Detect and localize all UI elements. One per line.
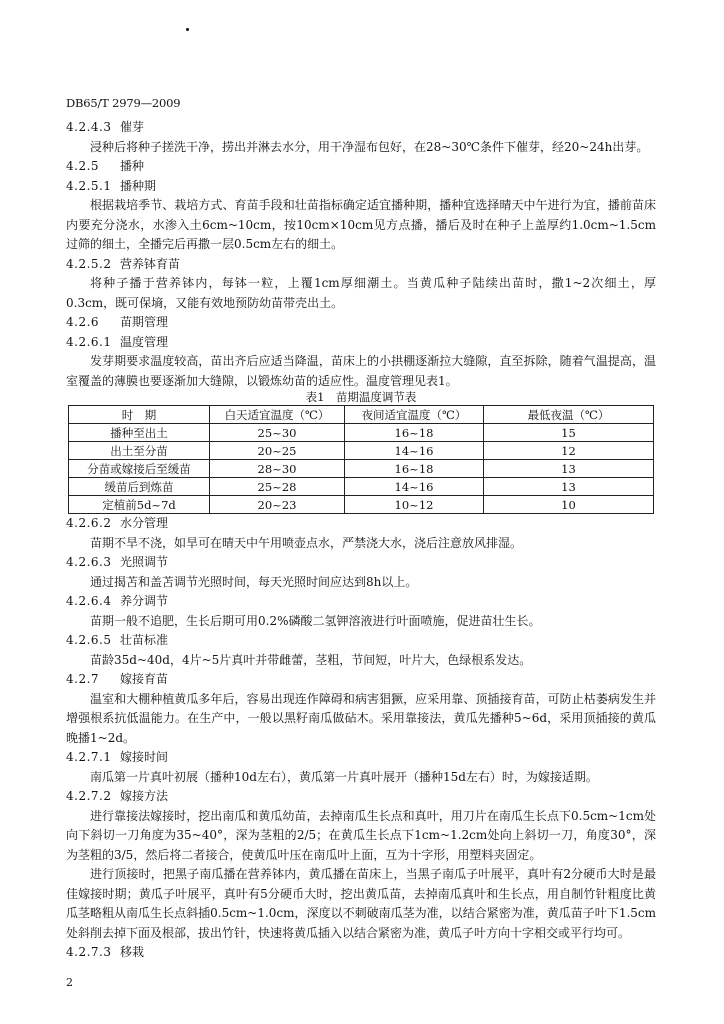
table-header-cell: 白天适宜温度（℃） [210,406,345,424]
paragraph: 苗期一般不追肥，生长后期可用0.2%磷酸二氢钾溶液进行叶面喷施，促进苗壮生长。 [90,613,541,628]
section-heading: 4.2.6.5 壮苗标准 [66,633,169,647]
section-heading: 4.2.7 嫁接育苗 [66,672,169,686]
table-caption: 表1 苗期温度调节表 [305,390,417,404]
section-heading: 4.2.5 播种 [66,159,145,173]
table-header-cell: 夜间适宜温度（℃） [345,406,484,424]
paragraph: 发芽期要求温度较高，苗出齐后应适当降温，苗床上的小拱棚逐渐拉大缝隙，直至拆除，随着气温提高，温室覆盖的薄膜也要逐渐加大缝隙，以锻炼幼苗的适应性。温度管理见表1。 [66,354,656,388]
section-heading: 4.2.7.3 移栽 [66,945,145,959]
table-cell: 定植前5d~7d [69,496,210,514]
table-cell: 10 [484,496,654,514]
paragraph: 进行顶接时，把黑子南瓜播在营养钵内，黄瓜播在苗床上，当黑子南瓜子叶展平，真叶有2分硬币大时是最佳嫁接时期；黄瓜子叶展平，真叶有5分硬币大时，挖出黄瓜苗，去掉南瓜真叶和生长点，用自制竹针粗度比黄瓜茎略粗从南瓜生长点斜插0.5cm~1.0cm，深度以不刺破南瓜茎为准，以结合紧密为准，黄瓜苗子叶下1.5cm处斜削去掉下面及根部，拔出竹针，快速将黄瓜插入以结合紧密为准，黄瓜子叶方向十字相交或平行均可。 [66,867,656,940]
paragraph: 进行靠接法嫁接时，挖出南瓜和黄瓜幼苗，去掉南瓜生长点和真叶，用刀片在南瓜生长点下0.5cm~1cm处向下斜切一刀角度为35~40°，深为茎粗的2/5；在黄瓜生长点下1cm~1.2cm处向上斜切一刀，角度30°，深为茎粗的3/5，然后将二者接合，使黄瓜叶压在南瓜叶上面，互为十字形，用塑料夹固定。 [66,808,656,862]
table-cell: 15 [484,424,654,442]
table-cell: 10~12 [345,496,484,514]
paragraph: 根据栽培季节、栽培方式、育苗手段和壮苗指标确定适宜播种期，播种宜选择晴天中午进行为宜，播前苗床内要充分浇水，水渗入土6cm~10cm，按10cm×10cm见方点播，播后及时在种子上盖厚约1.0cm~1.5cm过筛的细土，全播完后再撒一层0.5cm左右的细土。 [66,198,656,251]
section-heading: 4.2.6.1 温度管理 [66,334,169,349]
section-heading: 4.2.5.1 播种期 [66,178,157,193]
table-cell: 14~16 [345,478,484,496]
table-cell: 13 [484,460,654,478]
temperature-table [68,405,654,514]
table-cell: 13 [484,478,654,496]
table-header-cell: 最低夜温（℃） [484,406,654,424]
standard-code: DB65/T 2979—2009 [66,96,181,110]
table-row [69,424,654,442]
table-row [69,478,654,496]
paragraph: 南瓜第一片真叶初展（播种10d左右），黄瓜第一片真叶展开（播种15d左右）时，为嫁接适期。 [90,769,598,784]
section-heading: 4.2.7.2 嫁接方法 [66,789,169,803]
scan-dot [186,28,189,31]
table-row [69,442,654,460]
table-cell: 25~30 [210,424,345,442]
paragraph: 通过揭苫和盖苫调节光照时间，每天光照时间应达到8h以上。 [90,574,418,589]
table-header-cell: 时 期 [69,406,210,424]
paragraph: 将种子播于营养钵内，每钵一粒，上覆1cm厚细潮土。当黄瓜种子陆续出苗时，撒1~2次细土，厚0.3cm，既可保墒，又能有效地预防幼苗带壳出土。 [66,276,656,310]
paragraph: 苗期不旱不浇，如旱可在晴天中午用喷壶点水，严禁浇大水，浇后注意放风排湿。 [90,535,523,550]
table-cell: 缓苗后到炼苗 [69,478,210,496]
paragraph: 浸种后将种子搓洗干净，捞出并淋去水分，用干净湿布包好，在28~30℃条件下催芽，经20~24h出芽。 [90,139,649,154]
section-heading: 4.2.6.4 养分调节 [66,594,169,608]
document-body [66,118,656,963]
paragraph: 温室和大棚种植黄瓜多年后，容易出现连作障碍和病害猖獗，应采用靠、顶插接育苗，可防止枯萎病发生并增强根系抗低温能力。在生产中，一般以黑籽南瓜做砧木。采用靠接法，黄瓜先播种5~6d，采用顶插接的黄瓜晚播1~2d。 [66,691,656,745]
table-row [69,460,654,478]
table-cell: 出土至分苗 [69,442,210,460]
section-heading: 4.2.6.3 光照调节 [66,555,169,569]
section-heading: 4.2.5.2 营养钵育苗 [66,256,181,271]
page-number: 2 [66,976,73,989]
table-cell: 16~18 [345,460,484,478]
table-cell: 25~28 [210,478,345,496]
table-cell: 分苗或嫁接后至缓苗 [69,460,210,478]
table-cell: 16~18 [345,424,484,442]
section-heading: 4.2.6.2 水分管理 [66,516,169,530]
table-row [69,496,654,514]
table-cell: 28~30 [210,460,345,478]
table-header-row [69,406,654,424]
section-heading: 4.2.6 苗期管理 [66,315,169,329]
paragraph: 苗龄35d~40d，4片~5片真叶并带雌蕾，茎粗，节间短，叶片大，色绿根系发达。 [90,652,532,667]
table-cell: 12 [484,442,654,460]
section-heading: 4.2.7.1 嫁接时间 [66,750,169,764]
table-cell: 20~25 [210,442,345,460]
table-cell: 20~23 [210,496,345,514]
section-heading: 4.2.4.3 催芽 [66,120,145,134]
table-cell: 播种至出土 [69,424,210,442]
table-cell: 14~16 [345,442,484,460]
